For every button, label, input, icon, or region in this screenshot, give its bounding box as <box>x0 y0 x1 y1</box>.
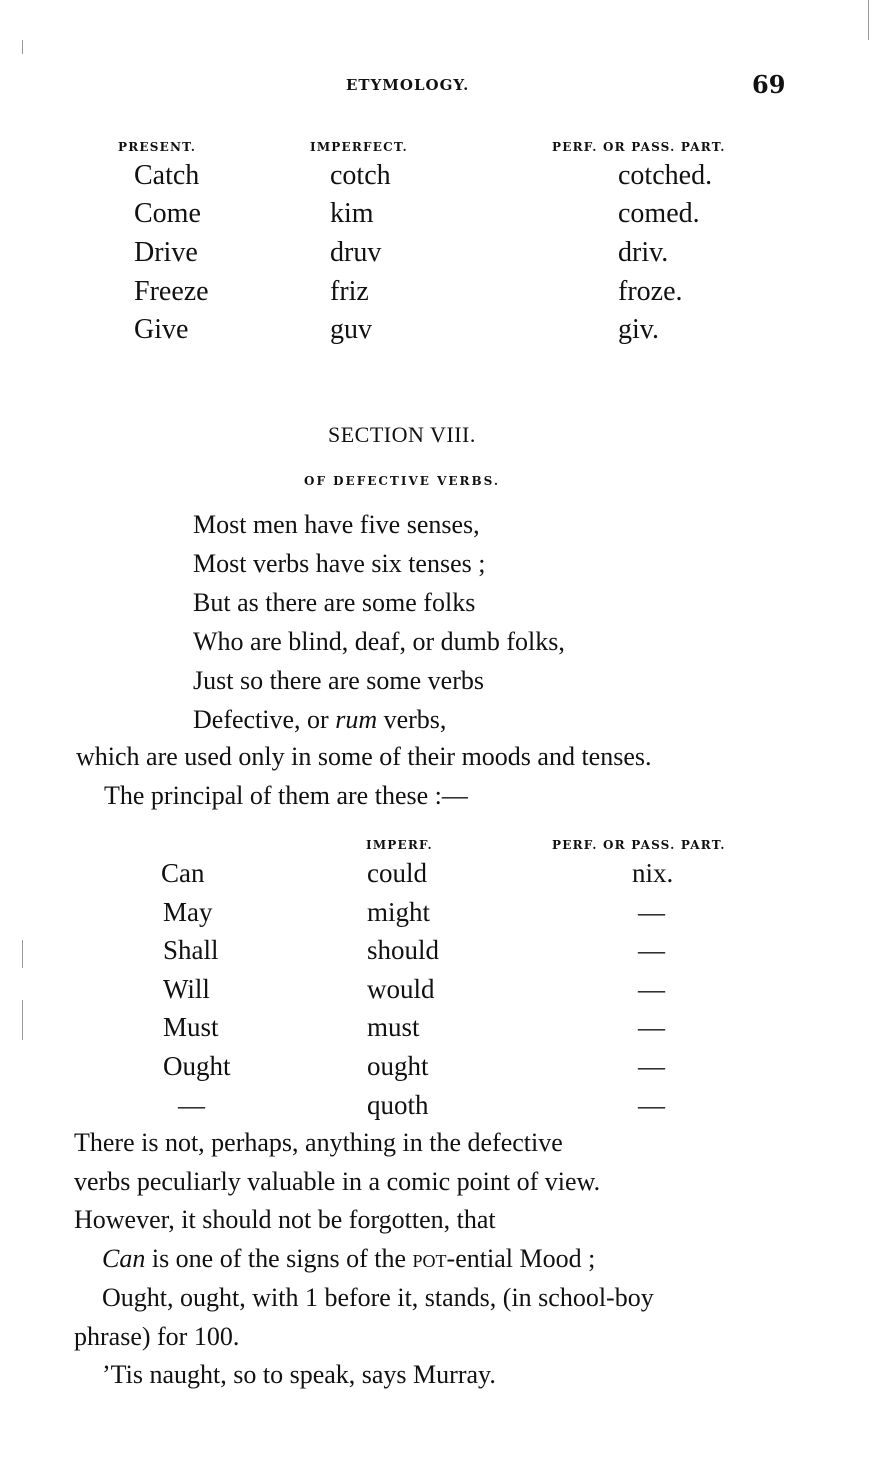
prose-line-justified <box>74 1128 786 1158</box>
table1-cell: friz <box>330 276 369 307</box>
prose-line: There is not, perhaps, anything in the defective <box>74 1128 563 1157</box>
prose-text: is one of the signs of the <box>145 1244 413 1273</box>
verse-line <box>193 705 446 735</box>
table1-cell: Drive <box>134 237 198 268</box>
table1-cell: cotched. <box>618 160 713 191</box>
verse-line: Most men have five senses, <box>193 510 480 539</box>
scan-mark <box>868 0 869 40</box>
verse-line-text: verbs, <box>377 705 447 734</box>
table1-header-imperfect: IMPERFECT. <box>310 140 408 154</box>
running-head: ETYMOLOGY. <box>346 76 470 94</box>
table2-cell: — <box>178 1090 205 1120</box>
table2-cell: ought <box>367 1051 429 1081</box>
table2-cell: Shall <box>163 935 219 965</box>
table1-cell: Come <box>134 198 201 229</box>
verse-line-emphasis: rum <box>335 705 378 734</box>
scan-mark <box>22 40 23 54</box>
verse-line: Just so there are some verbs <box>193 666 484 695</box>
table1-cell: driv. <box>618 237 669 268</box>
table2-cell: nix. <box>632 858 674 888</box>
table2-cell: — <box>638 1012 665 1042</box>
table1-cell: kim <box>330 198 374 229</box>
prose-small-caps: pot <box>412 1244 447 1273</box>
scan-mark <box>22 1000 23 1040</box>
table2-cell: Ought <box>163 1051 231 1081</box>
table2-header-participle: PERF. OR PASS. PART. <box>552 838 726 852</box>
prose-line: which are used only in some of their moods and tenses. <box>76 742 652 771</box>
table1-cell: comed. <box>618 198 700 229</box>
prose-line <box>102 1244 595 1274</box>
table2-cell: — <box>638 974 665 1004</box>
table1-cell: guv <box>330 314 372 345</box>
verse-line: Most verbs have six tenses ; <box>193 549 486 578</box>
table1-cell: druv <box>330 237 382 268</box>
page-number: 69 <box>752 70 786 99</box>
prose-line: The principal of them are these :— <box>104 781 468 810</box>
table2-cell: would <box>367 974 435 1004</box>
table1-header-participle: PERF. OR PASS. PART. <box>552 140 726 154</box>
section-subtitle: OF DEFECTIVE VERBS. <box>304 474 501 488</box>
table1-cell: cotch <box>330 160 391 191</box>
table2-cell: quoth <box>367 1090 429 1120</box>
table2-cell: May <box>163 897 213 927</box>
table1-cell: Freeze <box>134 276 209 307</box>
table1-cell: Give <box>134 314 189 345</box>
table1-cell: froze. <box>618 276 683 307</box>
table1-cell: Catch <box>134 160 200 191</box>
verse-line: But as there are some folks <box>193 588 476 617</box>
scan-mark <box>22 940 23 968</box>
table2-cell: Must <box>163 1012 219 1042</box>
table2-header-imperfect: IMPERF. <box>366 838 433 852</box>
table2-cell: should <box>367 935 440 965</box>
table2-cell: could <box>367 858 427 888</box>
section-title: SECTION VIII. <box>328 422 476 447</box>
prose-text: -ential Mood ; <box>446 1244 596 1273</box>
verse-line: Who are blind, deaf, or dumb folks, <box>193 627 565 656</box>
prose-emphasis: Can <box>102 1244 146 1273</box>
prose-line: However, it should not be forgotten, that <box>74 1205 496 1234</box>
table1-cell: giv. <box>618 314 659 345</box>
table2-cell: — <box>638 1090 665 1120</box>
table2-cell: — <box>638 897 665 927</box>
table2-cell: — <box>638 1051 665 1081</box>
prose-line: verbs peculiarly valuable in a comic point of view. <box>74 1167 601 1196</box>
table2-cell: must <box>367 1012 420 1042</box>
prose-line: ’Tis naught, so to speak, says Murray. <box>102 1360 496 1389</box>
prose-line: phrase) for 100. <box>74 1322 240 1351</box>
table2-cell: — <box>638 935 665 965</box>
prose-line: Ought, ought, with 1 before it, stands, (in school-boy <box>102 1283 654 1312</box>
verse-line-text: Defective, or <box>193 705 336 734</box>
table2-cell: might <box>367 897 431 927</box>
table2-cell: Will <box>163 974 210 1004</box>
table1-header-present: PRESENT. <box>118 140 197 154</box>
table2-cell: Can <box>161 858 205 888</box>
